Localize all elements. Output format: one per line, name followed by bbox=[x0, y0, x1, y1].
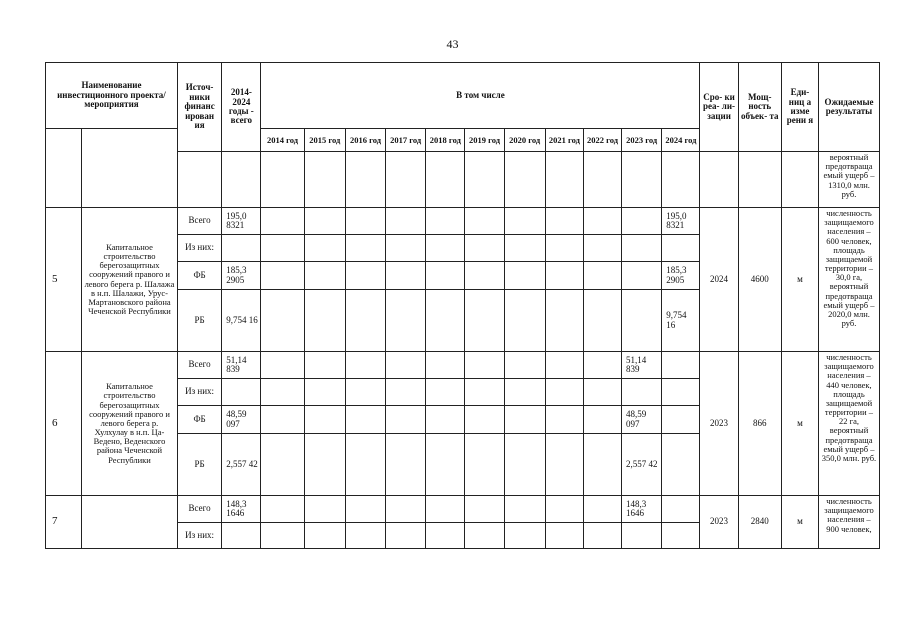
funding-source: Из них: bbox=[177, 523, 221, 549]
empty-cell bbox=[386, 379, 426, 406]
year-header: 2023 год bbox=[622, 129, 662, 152]
empty-cell bbox=[304, 235, 345, 262]
empty-cell bbox=[465, 406, 504, 434]
empty-cell bbox=[304, 352, 345, 379]
value-2024: 195,0 8321 bbox=[662, 208, 700, 235]
term: 2023 bbox=[700, 352, 738, 496]
empty-cell bbox=[583, 496, 621, 523]
empty-cell bbox=[426, 523, 465, 549]
header-spacer bbox=[82, 129, 178, 152]
value-2024 bbox=[662, 496, 700, 523]
value-2023: 48,59 097 bbox=[622, 406, 662, 434]
value-2023 bbox=[622, 208, 662, 235]
table-row bbox=[46, 352, 880, 379]
year-header: 2024 год bbox=[662, 129, 700, 152]
empty-cell bbox=[700, 152, 738, 208]
empty-cell bbox=[545, 523, 583, 549]
expected-result: вероятный предотвраща емый ущерб – 1310,0 млн. руб. bbox=[818, 152, 879, 208]
empty-cell bbox=[304, 406, 345, 434]
empty-cell bbox=[545, 208, 583, 235]
unit: м bbox=[781, 496, 818, 549]
value-2024 bbox=[662, 352, 700, 379]
empty-cell bbox=[386, 290, 426, 352]
empty-cell bbox=[261, 406, 304, 434]
empty-cell bbox=[504, 352, 545, 379]
total-value: 51,14 839 bbox=[222, 352, 261, 379]
year-header: 2016 год bbox=[345, 129, 385, 152]
empty-cell bbox=[386, 262, 426, 290]
empty-cell bbox=[345, 235, 385, 262]
empty-cell bbox=[545, 379, 583, 406]
empty-cell bbox=[622, 379, 662, 406]
empty-cell bbox=[345, 352, 385, 379]
empty-cell bbox=[738, 152, 781, 208]
empty-cell bbox=[504, 523, 545, 549]
empty-cell bbox=[545, 262, 583, 290]
empty-cell bbox=[583, 523, 621, 549]
year-header: 2015 год bbox=[304, 129, 345, 152]
empty-cell bbox=[345, 208, 385, 235]
empty-cell bbox=[465, 208, 504, 235]
funding-source: РБ bbox=[177, 290, 221, 352]
empty-cell bbox=[345, 379, 385, 406]
empty-cell bbox=[583, 379, 621, 406]
capacity: 866 bbox=[738, 352, 781, 496]
value-2023 bbox=[622, 290, 662, 352]
empty-cell bbox=[622, 152, 662, 208]
empty-cell bbox=[222, 379, 261, 406]
funding-source: ФБ bbox=[177, 262, 221, 290]
empty-cell bbox=[426, 152, 465, 208]
capacity: 4600 bbox=[738, 208, 781, 352]
empty-cell bbox=[261, 208, 304, 235]
empty-cell bbox=[386, 434, 426, 496]
empty-cell bbox=[426, 434, 465, 496]
total-value: 148,3 1646 bbox=[222, 496, 261, 523]
total-value: 185,3 2905 bbox=[222, 262, 261, 290]
empty-cell bbox=[504, 434, 545, 496]
funding-source: Всего bbox=[177, 352, 221, 379]
empty-cell bbox=[545, 406, 583, 434]
value-2024 bbox=[662, 406, 700, 434]
empty-cell bbox=[304, 262, 345, 290]
empty-cell bbox=[386, 208, 426, 235]
empty-cell bbox=[583, 352, 621, 379]
empty-cell bbox=[465, 262, 504, 290]
empty-cell bbox=[345, 523, 385, 549]
project-name: Капитальное строительство берегозащитных сооружений правого и левого берега р. Шалажа в н.п. Шалажи, Урус- Мартановского района Чеченской Республики bbox=[82, 208, 178, 352]
empty-cell bbox=[426, 406, 465, 434]
empty-cell bbox=[261, 290, 304, 352]
empty-cell bbox=[261, 262, 304, 290]
value-2024: 185,3 2905 bbox=[662, 262, 700, 290]
empty-cell bbox=[304, 379, 345, 406]
empty-cell bbox=[386, 235, 426, 262]
empty-cell bbox=[222, 235, 261, 262]
empty-cell bbox=[426, 208, 465, 235]
empty-cell bbox=[386, 152, 426, 208]
empty-cell bbox=[504, 496, 545, 523]
empty-cell bbox=[345, 290, 385, 352]
year-header: 2018 год bbox=[426, 129, 465, 152]
value-2024 bbox=[662, 434, 700, 496]
empty-cell bbox=[386, 523, 426, 549]
empty-cell bbox=[465, 523, 504, 549]
empty-cell bbox=[545, 152, 583, 208]
empty-cell bbox=[386, 496, 426, 523]
empty-cell bbox=[504, 262, 545, 290]
empty-cell bbox=[504, 290, 545, 352]
year-header: 2020 год bbox=[504, 129, 545, 152]
empty-cell bbox=[261, 496, 304, 523]
project-name bbox=[82, 496, 178, 549]
empty-cell bbox=[465, 496, 504, 523]
empty-cell bbox=[426, 379, 465, 406]
empty-cell bbox=[261, 434, 304, 496]
empty-cell bbox=[781, 152, 818, 208]
funding-source: ФБ bbox=[177, 406, 221, 434]
empty-cell bbox=[345, 406, 385, 434]
empty-cell bbox=[261, 152, 304, 208]
empty-cell bbox=[504, 379, 545, 406]
empty-cell bbox=[583, 290, 621, 352]
expected-result: численность защищаемого населения – 900 человек, bbox=[818, 496, 879, 549]
funding-source: Всего bbox=[177, 208, 221, 235]
empty-cell bbox=[304, 523, 345, 549]
empty-cell bbox=[504, 235, 545, 262]
empty-cell bbox=[304, 496, 345, 523]
empty-cell bbox=[583, 434, 621, 496]
empty-cell bbox=[426, 290, 465, 352]
empty-cell bbox=[545, 235, 583, 262]
funding-source: Из них: bbox=[177, 379, 221, 406]
empty-cell bbox=[465, 290, 504, 352]
empty-cell bbox=[426, 262, 465, 290]
header-source: Источ- ники финанс ирован ия bbox=[177, 63, 221, 152]
header-spacer bbox=[46, 129, 82, 152]
header-capacity: Мощ- ность объек- та bbox=[738, 63, 781, 152]
empty-cell bbox=[545, 290, 583, 352]
empty-cell bbox=[662, 523, 700, 549]
table-row bbox=[46, 152, 880, 208]
empty-cell bbox=[465, 235, 504, 262]
empty-cell bbox=[46, 152, 82, 208]
empty-cell bbox=[504, 152, 545, 208]
year-header: 2021 год bbox=[545, 129, 583, 152]
funding-source: РБ bbox=[177, 434, 221, 496]
empty-cell bbox=[583, 235, 621, 262]
empty-cell bbox=[345, 496, 385, 523]
project-number: 6 bbox=[46, 352, 82, 496]
empty-cell bbox=[386, 352, 426, 379]
empty-cell bbox=[465, 352, 504, 379]
table-row bbox=[46, 208, 880, 235]
capacity: 2840 bbox=[738, 496, 781, 549]
total-value: 2,557 42 bbox=[222, 434, 261, 496]
empty-cell bbox=[222, 523, 261, 549]
year-header: 2019 год bbox=[465, 129, 504, 152]
empty-cell bbox=[261, 379, 304, 406]
value-2023: 148,3 1646 bbox=[622, 496, 662, 523]
funding-source: Из них: bbox=[177, 235, 221, 262]
total-value: 9,754 16 bbox=[222, 290, 261, 352]
empty-cell bbox=[261, 352, 304, 379]
empty-cell bbox=[545, 352, 583, 379]
empty-cell bbox=[545, 434, 583, 496]
funding-source: Всего bbox=[177, 496, 221, 523]
empty-cell bbox=[426, 235, 465, 262]
empty-cell bbox=[304, 208, 345, 235]
empty-cell bbox=[345, 152, 385, 208]
empty-cell bbox=[622, 523, 662, 549]
project-name: Капитальное строительство берегозащитных сооружений правого и левого берега р. Хулхулау в н.п. Ца-Ведено, Веденского района Чеченской Республики bbox=[82, 352, 178, 496]
empty-cell bbox=[583, 208, 621, 235]
empty-cell bbox=[465, 379, 504, 406]
empty-cell bbox=[583, 262, 621, 290]
value-2023: 2,557 42 bbox=[622, 434, 662, 496]
table-row bbox=[46, 496, 880, 523]
empty-cell bbox=[465, 434, 504, 496]
empty-cell bbox=[583, 406, 621, 434]
empty-cell bbox=[662, 235, 700, 262]
year-header: 2017 год bbox=[386, 129, 426, 152]
empty-cell bbox=[426, 496, 465, 523]
investment-projects-table bbox=[45, 62, 880, 549]
empty-cell bbox=[222, 152, 261, 208]
value-2023: 51,14 839 bbox=[622, 352, 662, 379]
term: 2023 bbox=[700, 496, 738, 549]
value-2024: 9,754 16 bbox=[662, 290, 700, 352]
empty-cell bbox=[304, 152, 345, 208]
header-name: Наименование инвестиционного проекта/мероприятия bbox=[46, 63, 178, 129]
header-expected: Ожидаемые результаты bbox=[818, 63, 879, 152]
empty-cell bbox=[545, 496, 583, 523]
empty-cell bbox=[622, 235, 662, 262]
empty-cell bbox=[304, 434, 345, 496]
empty-cell bbox=[426, 352, 465, 379]
project-number: 5 bbox=[46, 208, 82, 352]
empty-cell bbox=[261, 523, 304, 549]
empty-cell bbox=[82, 152, 178, 208]
header-total: 2014- 2024 годы - всего bbox=[222, 63, 261, 152]
empty-cell bbox=[345, 434, 385, 496]
header-term: Сро- ки реа- ли- зации bbox=[700, 63, 738, 152]
year-header: 2022 год bbox=[583, 129, 621, 152]
empty-cell bbox=[504, 208, 545, 235]
empty-cell bbox=[465, 152, 504, 208]
term: 2024 bbox=[700, 208, 738, 352]
total-value: 195,0 8321 bbox=[222, 208, 261, 235]
header-including: В том числе bbox=[261, 63, 700, 129]
total-value: 48,59 097 bbox=[222, 406, 261, 434]
empty-cell bbox=[304, 290, 345, 352]
unit: м bbox=[781, 208, 818, 352]
empty-cell bbox=[386, 406, 426, 434]
empty-cell bbox=[583, 152, 621, 208]
project-number: 7 bbox=[46, 496, 82, 549]
expected-result: численность защищаемого населения – 440 человек, площадь защищаемой территории – 22 га, вероятный предотвраща емый ущерб – 350,0 млн. руб. bbox=[818, 352, 879, 496]
empty-cell bbox=[261, 235, 304, 262]
empty-cell bbox=[177, 152, 221, 208]
page-number: 43 bbox=[446, 37, 459, 51]
unit: м bbox=[781, 352, 818, 496]
year-header: 2014 год bbox=[261, 129, 304, 152]
empty-cell bbox=[662, 152, 700, 208]
empty-cell bbox=[504, 406, 545, 434]
header-unit: Еди- ниц а изме рени я bbox=[781, 63, 818, 152]
empty-cell bbox=[662, 379, 700, 406]
empty-cell bbox=[345, 262, 385, 290]
value-2023 bbox=[622, 262, 662, 290]
expected-result: численность защищаемого населения – 600 человек, площадь защищаемой территории – 30,0 га, вероятный предотвраща емый ущерб – 2020,0 млн. руб. bbox=[818, 208, 879, 352]
